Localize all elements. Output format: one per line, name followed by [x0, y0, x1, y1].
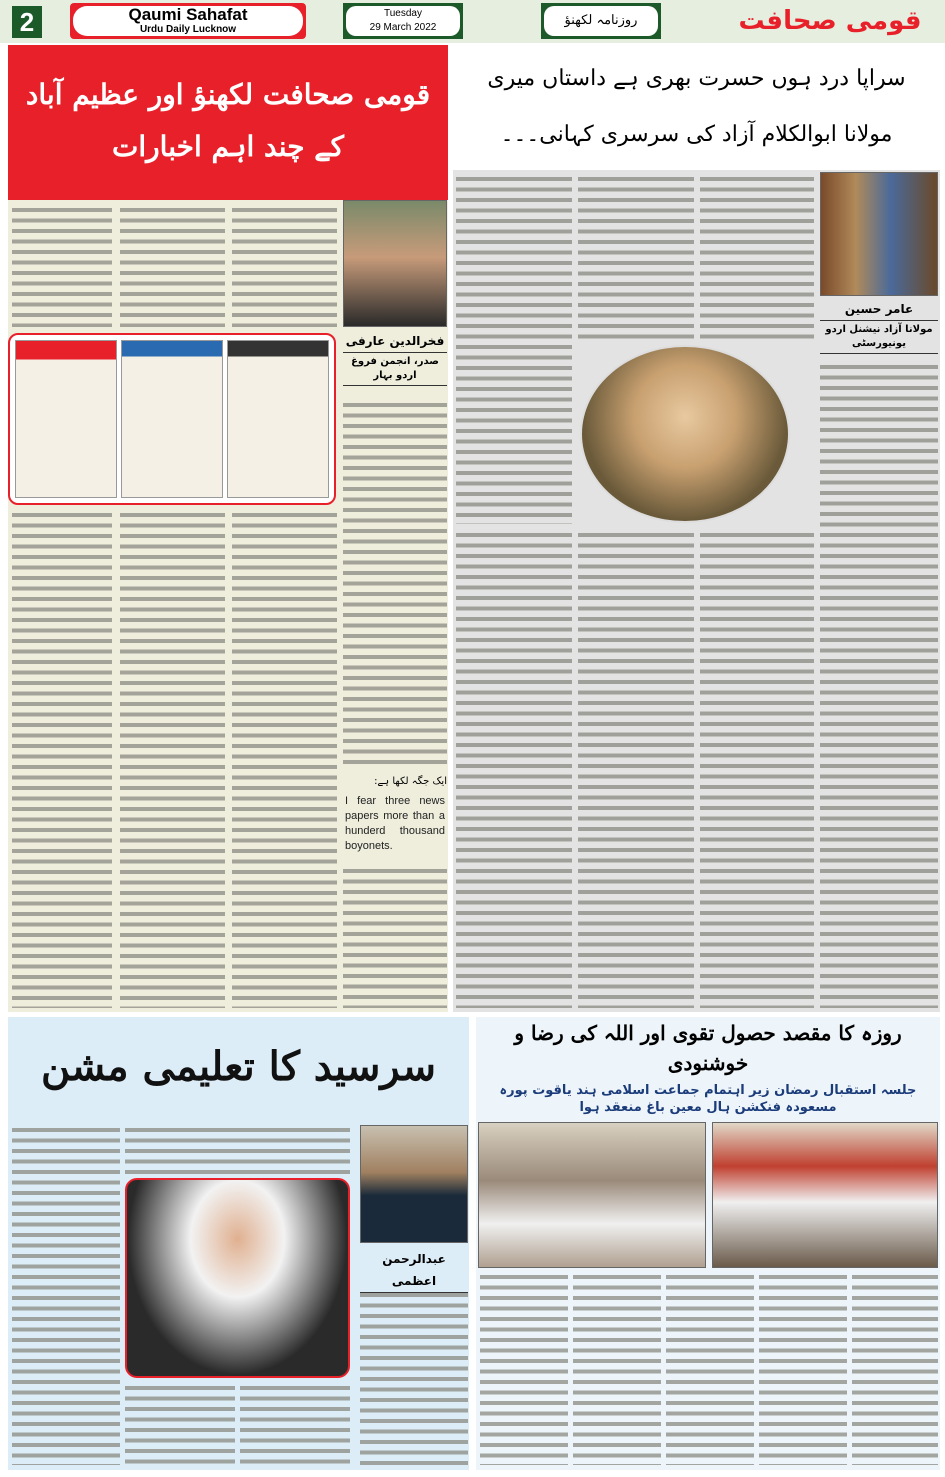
issue-date: 29 March 2022: [369, 22, 437, 33]
maulana-azad-portrait: [580, 345, 790, 523]
text-column: [343, 866, 447, 1008]
article-headline: قومی صحافت لکھنؤ اور عظیم آباد کے چند اہم اخبارات: [8, 45, 448, 200]
text-column: [700, 530, 814, 1008]
author-name: عامر حسین: [820, 298, 938, 321]
paper-name-en: Qaumi Sahafat: [128, 5, 248, 24]
text-column: [852, 1272, 938, 1465]
text-column: [343, 400, 447, 770]
author-title: مولانا آزاد نیشنل اردو یونیورسٹی: [820, 321, 938, 354]
author-name: عبدالرحمن اعظمی: [360, 1248, 468, 1293]
headline-line-2: مولانا ابوالکلام آزاد کی سرسری کہانی۔۔۔: [500, 122, 893, 147]
article-headline: سرسید کا تعلیمی مشن: [41, 1043, 436, 1090]
text-column: [578, 530, 694, 1008]
text-column: [456, 174, 572, 524]
author-caption: [360, 1248, 468, 1293]
urdu-logo: روزنامہ لکھنؤ: [544, 6, 658, 36]
english-quote: I fear three news papers more than a hunderd thousand boyonets.: [345, 795, 445, 852]
text-column: [120, 510, 225, 1008]
urdu-logo-box: [541, 3, 661, 39]
text-column: [820, 362, 938, 1008]
author-photo: [360, 1125, 468, 1243]
text-column: [666, 1272, 754, 1465]
paper-tagline: Urdu Daily Lucknow: [139, 24, 237, 35]
sir-syed-portrait: [125, 1178, 350, 1378]
text-column: [578, 174, 694, 344]
text-column: [125, 1383, 235, 1465]
article-headline: [453, 45, 940, 170]
article-headline: روزہ کا مقصد حصول تقوی اور اللہ کی رضا و خوشنودی: [514, 1021, 902, 1075]
text-column: [759, 1272, 847, 1465]
author-name: فخرالدین عارفی: [343, 330, 447, 353]
author-photo: [820, 172, 938, 296]
paper-name-urdu: قومی صحافت: [738, 6, 922, 36]
text-column: [573, 1272, 661, 1465]
english-nameplate: [70, 3, 306, 39]
text-column: [120, 205, 225, 327]
author-title: صدر، انجمن فروغ اردو بہار: [343, 353, 447, 386]
headline-line-1: سراپا درد ہوں حسرت بھری ہے داستاں میری: [487, 66, 906, 91]
text-column: [12, 510, 112, 1008]
text-column: [480, 1272, 568, 1465]
date-box: [343, 3, 463, 39]
newspaper-thumbnail: [227, 340, 329, 498]
text-column: [232, 510, 337, 1008]
quote-intro: ایک جگہ لکھا ہے:: [374, 776, 447, 787]
event-photo-stage: [712, 1122, 938, 1268]
article-subheadline: جلسہ استقبال رمضان زیر اہتمام جماعت اسلامی ہند یاقوت پورہ مسعودہ فنکشن ہال معین باغ منعقد ہوا: [499, 1083, 917, 1115]
text-column: [456, 530, 572, 1008]
text-column: [12, 1125, 120, 1465]
text-column: [360, 1290, 468, 1465]
newspaper-collage: [8, 333, 336, 505]
page-number: 2: [12, 6, 42, 38]
event-photo-audience: [478, 1122, 706, 1268]
newspaper-thumbnail: [15, 340, 117, 498]
text-column: [240, 1383, 350, 1465]
author-caption: [343, 330, 447, 386]
text-column: [232, 205, 337, 327]
weekday: Tuesday: [384, 8, 422, 19]
author-caption: [820, 298, 938, 354]
text-column: [12, 205, 112, 327]
newspaper-thumbnail: [121, 340, 223, 498]
text-column: [700, 174, 814, 344]
text-column: [125, 1125, 350, 1175]
author-photo: [343, 200, 447, 327]
